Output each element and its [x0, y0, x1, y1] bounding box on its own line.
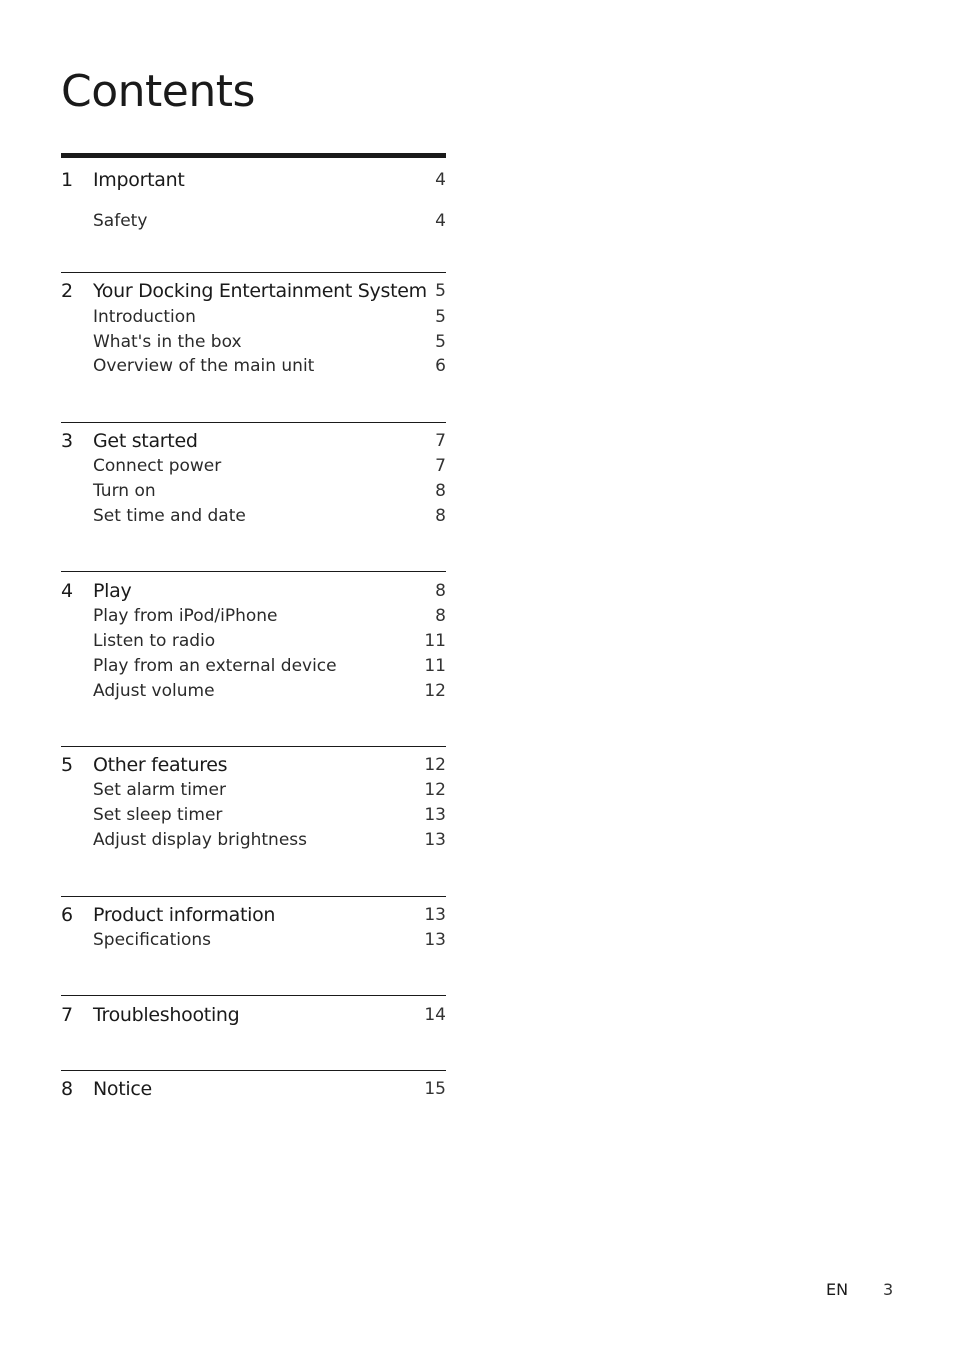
chapter-page-number: 4: [435, 170, 446, 190]
entry-page-number: 5: [435, 332, 446, 352]
toc-entry-row[interactable]: [61, 354, 446, 379]
toc-entry-row[interactable]: [61, 654, 446, 679]
entry-page-number: 5: [435, 307, 446, 327]
toc-chapter-row[interactable]: [61, 753, 446, 778]
chapter-title: Notice: [93, 1078, 152, 1100]
chapter-page-number: 14: [424, 1005, 446, 1025]
toc-entry-row[interactable]: [61, 604, 446, 629]
toc-chapter-row[interactable]: [61, 903, 446, 928]
chapter-number: 7: [61, 1004, 74, 1026]
toc-chapter-row[interactable]: [61, 168, 446, 193]
toc-section-4: [61, 571, 446, 701]
toc-section-7: [61, 995, 446, 1026]
toc-chapter-row[interactable]: [61, 279, 446, 304]
entry-page-number: 12: [424, 780, 446, 800]
chapter-page-number: 15: [424, 1079, 446, 1099]
entry-label: What's in the box: [93, 332, 242, 352]
entry-label: Turn on: [93, 481, 156, 501]
chapter-page-number: 8: [435, 581, 446, 601]
toc-entry-row[interactable]: [61, 209, 446, 234]
entry-label: Listen to radio: [93, 631, 216, 651]
entry-label: Introduction: [93, 307, 196, 327]
chapter-title: Other features: [93, 754, 228, 776]
entry-label: Adjust display brightness: [93, 830, 307, 850]
toc-entry-row[interactable]: [61, 928, 446, 953]
toc-entry-row[interactable]: [61, 454, 446, 479]
entry-page-number: 8: [435, 481, 446, 501]
toc-section-6: [61, 896, 446, 950]
chapter-title: Play: [93, 580, 132, 602]
entry-label: Specifications: [93, 930, 212, 950]
chapter-page-number: 5: [435, 281, 446, 301]
entry-page-number: 12: [424, 681, 446, 701]
entry-page-number: 11: [424, 631, 446, 651]
entry-label: Set alarm timer: [93, 780, 226, 800]
chapter-number: 8: [61, 1078, 74, 1100]
toc-entry-row[interactable]: [61, 305, 446, 330]
toc-section-8: [61, 1070, 446, 1100]
entry-label: Play from iPod/iPhone: [93, 606, 278, 626]
chapter-number: 1: [61, 169, 74, 191]
chapter-number: 3: [61, 430, 74, 452]
entry-label: Play from an external device: [93, 656, 337, 676]
chapter-page-number: 7: [435, 431, 446, 451]
entry-label: Overview of the main unit: [93, 356, 315, 376]
chapter-title: Troubleshooting: [93, 1004, 240, 1026]
entry-label: Connect power: [93, 456, 222, 476]
toc-entry-row[interactable]: [61, 629, 446, 654]
toc-chapter-row[interactable]: [61, 1077, 446, 1102]
entry-page-number: 7: [435, 456, 446, 476]
entry-page-number: 13: [424, 805, 446, 825]
toc-section-3: [61, 422, 446, 526]
toc-entry-row[interactable]: [61, 679, 446, 704]
toc-entry-row[interactable]: [61, 330, 446, 355]
toc-section-5: [61, 746, 446, 850]
toc-chapter-row[interactable]: [61, 579, 446, 604]
entry-page-number: 8: [435, 506, 446, 526]
entry-page-number: 13: [424, 930, 446, 950]
chapter-number: 2: [61, 280, 74, 302]
toc-chapter-row[interactable]: [61, 429, 446, 454]
entry-label: Set time and date: [93, 506, 246, 526]
page-title: Contents: [61, 66, 255, 117]
entry-page-number: 11: [424, 656, 446, 676]
chapter-title: Get started: [93, 430, 198, 452]
toc-entry-row[interactable]: [61, 479, 446, 504]
toc-section-2: [61, 272, 446, 376]
chapter-page-number: 13: [424, 905, 446, 925]
toc-entry-row[interactable]: [61, 778, 446, 803]
chapter-title: Important: [93, 169, 185, 191]
toc-entry-row[interactable]: [61, 504, 446, 529]
chapter-number: 4: [61, 580, 74, 602]
toc-section-1: [61, 153, 446, 231]
entry-page-number: 6: [435, 356, 446, 376]
chapter-title: Product information: [93, 904, 276, 926]
toc-entry-row[interactable]: [61, 803, 446, 828]
footer-language: EN: [826, 1280, 849, 1299]
footer-page-number: 3: [883, 1280, 894, 1299]
entry-page-number: 4: [435, 211, 446, 231]
chapter-page-number: 12: [424, 755, 446, 775]
chapter-title: Your Docking Entertainment System: [93, 280, 427, 302]
chapter-number: 6: [61, 904, 74, 926]
entry-page-number: 8: [435, 606, 446, 626]
chapter-number: 5: [61, 754, 74, 776]
entry-label: Set sleep timer: [93, 805, 223, 825]
toc-chapter-row[interactable]: [61, 1003, 446, 1028]
entry-label: Safety: [93, 211, 148, 231]
entry-label: Adjust volume: [93, 681, 215, 701]
toc-entry-row[interactable]: [61, 828, 446, 853]
entry-page-number: 13: [424, 830, 446, 850]
